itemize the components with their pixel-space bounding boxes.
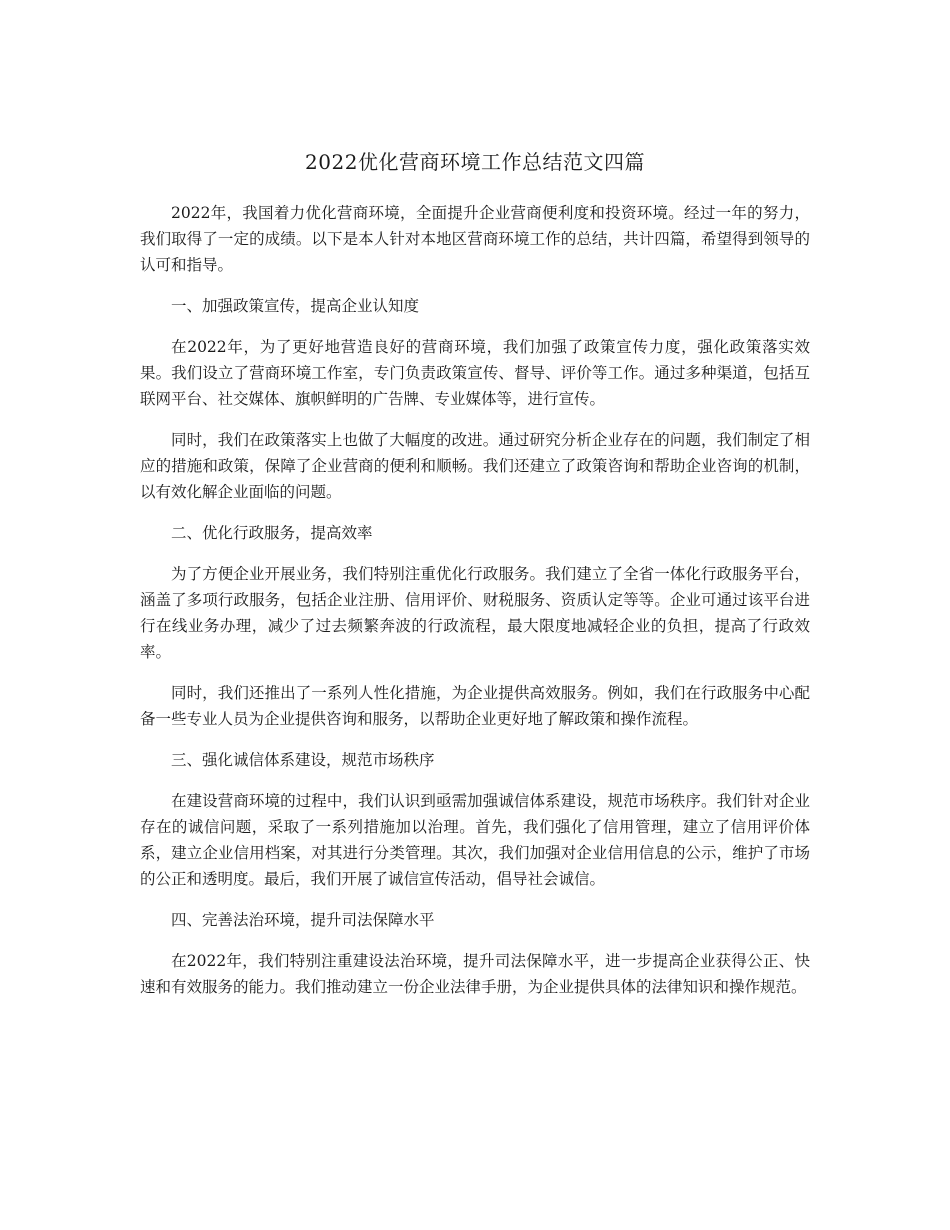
document-body	[140, 200, 810, 1015]
section-1-heading: 一、加强政策宣传，提高企业认知度	[171, 297, 420, 315]
intro-paragraph: 2022年，我国着力优化营商环境，全面提升企业营商便利度和投资环境。经过一年的努力，我们取得了一定的成绩。以下是本人针对本地区营商环境工作的总结，共计四篇，希望得到领导的认可和指导。	[140, 204, 810, 274]
section-2-paragraph-2: 同时，我们还推出了一系列人性化措施，为企业提供高效服务。例如，我们在行政服务中心配备一些专业人员为企业提供咨询和服务，以帮助企业更好地了解政策和操作流程。	[140, 684, 810, 728]
section-1-paragraph-1: 在2022年，为了更好地营造良好的营商环境，我们加强了政策宣传力度，强化政策落实效果。我们设立了营商环境工作室，专门负责政策宣传、督导、评价等工作。通过多种渠道，包括互联网平台、社交媒体、旗帜鲜明的广告牌、专业媒体等，进行宣传。	[140, 338, 810, 408]
section-4-paragraph-1: 在2022年，我们特别注重建设法治环境，提升司法保障水平，进一步提高企业获得公正、快速和有效服务的能力。我们推动建立一份企业法律手册，为企业提供具体的法律知识和操作规范。	[140, 952, 810, 996]
section-2-paragraph-1: 为了方便企业开展业务，我们特别注重优化行政服务。我们建立了全省一体化行政服务平台，涵盖了多项行政服务，包括企业注册、信用评价、财税服务、资质认定等等。企业可通过该平台进行在线业务办理，减少了过去频繁奔波的行政流程，最大限度地减轻企业的负担，提高了行政效率。	[140, 565, 810, 661]
section-2-heading: 二、优化行政服务，提高效率	[171, 524, 373, 542]
section-3-paragraph-1: 在建设营商环境的过程中，我们认识到亟需加强诚信体系建设，规范市场秩序。我们针对企业存在的诚信问题，采取了一系列措施加以治理。首先，我们强化了信用管理，建立了信用评价体系，建立企业信用档案，对其进行分类管理。其次，我们加强对企业信用信息的公示，维护了市场的公正和透明度。最后，我们开展了诚信宣传活动，倡导社会诚信。	[140, 792, 810, 888]
section-3-heading: 三、强化诚信体系建设，规范市场秩序	[171, 751, 435, 769]
document-title: 2022优化营商环境工作总结范文四篇	[305, 150, 645, 174]
section-4-heading: 四、完善法治环境，提升司法保障水平	[171, 911, 435, 929]
section-1-paragraph-2: 同时，我们在政策落实上也做了大幅度的改进。通过研究分析企业存在的问题，我们制定了相应的措施和政策，保障了企业营商的便利和顺畅。我们还建立了政策咨询和帮助企业咨询的机制，以有效化解企业面临的问题。	[140, 431, 810, 501]
